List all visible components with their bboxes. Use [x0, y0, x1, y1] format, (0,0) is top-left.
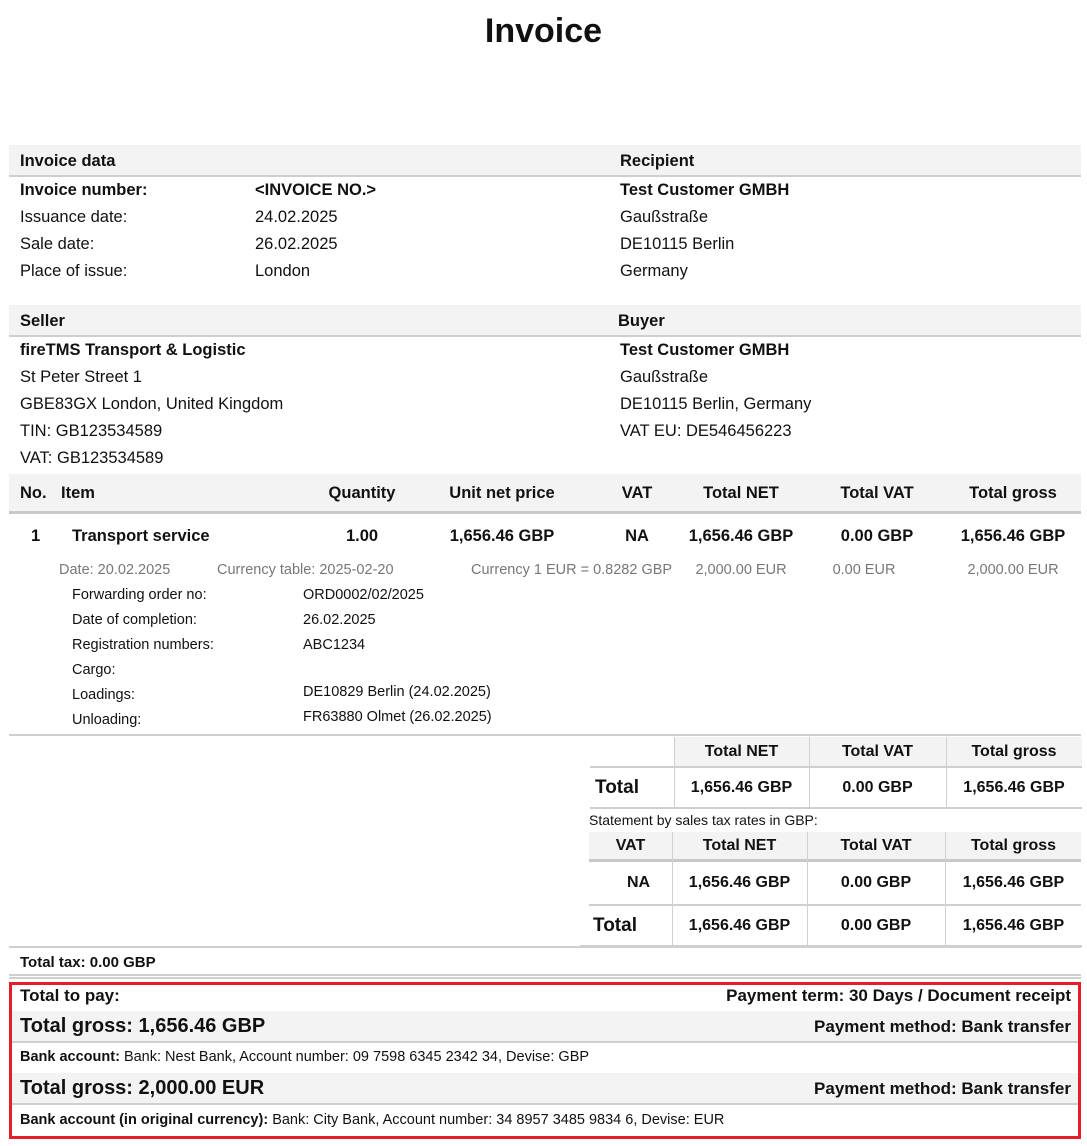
detail-value: DE10829 Berlin (24.02.2025) [303, 684, 491, 700]
invoice-number-value: <INVOICE NO.> [255, 181, 377, 199]
item-no: 1 [31, 527, 41, 545]
place-of-issue-value: London [255, 262, 311, 280]
seller-street: St Peter Street 1 [20, 368, 142, 386]
col-total-gross: Total gross [969, 484, 1057, 502]
payment-method-gbp: Payment method: Bank transfer [814, 1017, 1071, 1036]
item-date: Date: 20.02.2025 [59, 562, 171, 578]
col-no: No. [20, 484, 47, 502]
bank-account-details: Bank: Nest Bank, Account number: 09 7598 6345 2342 34, Devise: GBP [119, 1049, 590, 1065]
item-total-vat: 0.00 GBP [840, 527, 914, 545]
bank-account-label: Bank account: [20, 1049, 120, 1065]
col-total-net: Total NET [703, 484, 779, 502]
statement-net: 1,656.46 GBP [688, 874, 791, 891]
item-gross-eur: 2,000.00 EUR [967, 562, 1059, 578]
statement-header-net: Total NET [702, 837, 777, 854]
statement-header-vat: VAT [615, 837, 646, 854]
col-vat: VAT [621, 484, 653, 502]
seller-heading: Seller [20, 312, 65, 330]
total-tax: Total tax: 0.00 GBP [20, 954, 156, 971]
totals-label: Total [595, 777, 639, 798]
sale-date-label: Sale date: [20, 235, 95, 253]
item-name: Transport service [72, 527, 210, 545]
recipient-city: DE10115 Berlin [620, 235, 735, 253]
page-title: Invoice [484, 12, 603, 50]
bank-account-gbp [20, 1050, 589, 1065]
col-total-vat: Total VAT [840, 484, 914, 502]
statement-header-gross: Total gross [970, 837, 1057, 854]
col-unit-price: Unit net price [449, 484, 555, 502]
detail-value: FR63880 Olmet (26.02.2025) [303, 709, 492, 725]
item-unit-price: 1,656.46 GBP [449, 527, 555, 545]
item-total-gross: 1,656.46 GBP [960, 527, 1066, 545]
recipient-street: Gaußstraße [620, 208, 709, 226]
totals-header-gross: Total gross [971, 742, 1057, 760]
statement-gross: 1,656.46 GBP [962, 874, 1065, 891]
place-of-issue-label: Place of issue: [20, 262, 128, 280]
totals-net: 1,656.46 GBP [690, 779, 793, 796]
statement-header-vat-total: Total VAT [840, 837, 912, 854]
totals-header-vat: Total VAT [841, 742, 914, 760]
invoice-data-heading: Invoice data [20, 152, 116, 170]
col-quantity: Quantity [328, 484, 396, 502]
seller-tin: TIN: GB123534589 [20, 422, 163, 440]
recipient-heading: Recipient [620, 152, 695, 170]
invoice-data-header [9, 145, 1081, 175]
totals-gross: 1,656.46 GBP [963, 779, 1065, 796]
statement-total-gross: 1,656.46 GBP [962, 917, 1065, 934]
buyer-street: Gaußstraße [620, 368, 709, 386]
total-to-pay: Total to pay: [20, 986, 120, 1005]
item-quantity: 1.00 [345, 527, 379, 545]
bank-account-eur [20, 1113, 724, 1128]
recipient-name: Test Customer GMBH [620, 181, 790, 199]
item-vat-eur: 0.00 EUR [832, 562, 896, 578]
buyer-name: Test Customer GMBH [620, 341, 790, 359]
sale-date-value: 26.02.2025 [255, 235, 338, 253]
item-currency-table: Currency table: 2025-02-20 [217, 562, 394, 578]
detail-label: Date of completion: [72, 612, 197, 628]
statement-total-label: Total [593, 915, 637, 936]
invoice-number-label: Invoice number: [20, 181, 148, 199]
buyer-heading: Buyer [618, 312, 665, 330]
item-vat: NA [625, 527, 649, 545]
statement-total-vat: 0.00 GBP [840, 917, 912, 934]
total-gross-eur: Total gross: 2,000.00 EUR [20, 1077, 265, 1099]
detail-label: Forwarding order no: [72, 587, 207, 603]
parties-header [9, 305, 1081, 335]
detail-label: Cargo: [72, 662, 116, 678]
seller-vat: VAT: GB123534589 [20, 449, 164, 467]
detail-value: 26.02.2025 [303, 612, 376, 628]
detail-label: Loadings: [72, 687, 135, 703]
item-net-eur: 2,000.00 EUR [695, 562, 787, 578]
item-exchange-rate: Currency 1 EUR = 0.8282 GBP [471, 562, 673, 578]
issuance-date-value: 24.02.2025 [255, 208, 338, 226]
item-total-net: 1,656.46 GBP [688, 527, 794, 545]
bank-account-label: Bank account (in original currency): [20, 1112, 269, 1128]
detail-label: Registration numbers: [72, 637, 214, 653]
statement-caption: Statement by sales tax rates in GBP: [589, 812, 818, 828]
buyer-vat: VAT EU: DE546456223 [620, 422, 792, 440]
buyer-city: DE10115 Berlin, Germany [620, 395, 812, 413]
issuance-date-label: Issuance date: [20, 208, 128, 226]
payment-term: Payment term: 30 Days / Document receipt [726, 986, 1071, 1005]
totals-vat: 0.00 GBP [842, 779, 913, 796]
recipient-country: Germany [620, 262, 688, 280]
detail-label: Unloading: [72, 712, 142, 728]
bank-account-details: Bank: City Bank, Account number: 34 8957 3485 9834 6, Devise: EUR [268, 1112, 725, 1128]
seller-name: fireTMS Transport & Logistic [20, 341, 246, 359]
seller-city: GBE83GX London, United Kingdom [20, 395, 284, 413]
detail-value: ORD0002/02/2025 [303, 587, 424, 603]
payment-method-eur: Payment method: Bank transfer [814, 1079, 1071, 1098]
total-gross-gbp: Total gross: 1,656.46 GBP [20, 1015, 266, 1037]
totals-header-net: Total NET [704, 742, 779, 760]
statement-vat: 0.00 GBP [840, 874, 912, 891]
statement-total-net: 1,656.46 GBP [688, 917, 791, 934]
statement-rate: NA [626, 874, 651, 891]
detail-value: ABC1234 [303, 637, 366, 653]
col-item: Item [61, 484, 95, 502]
